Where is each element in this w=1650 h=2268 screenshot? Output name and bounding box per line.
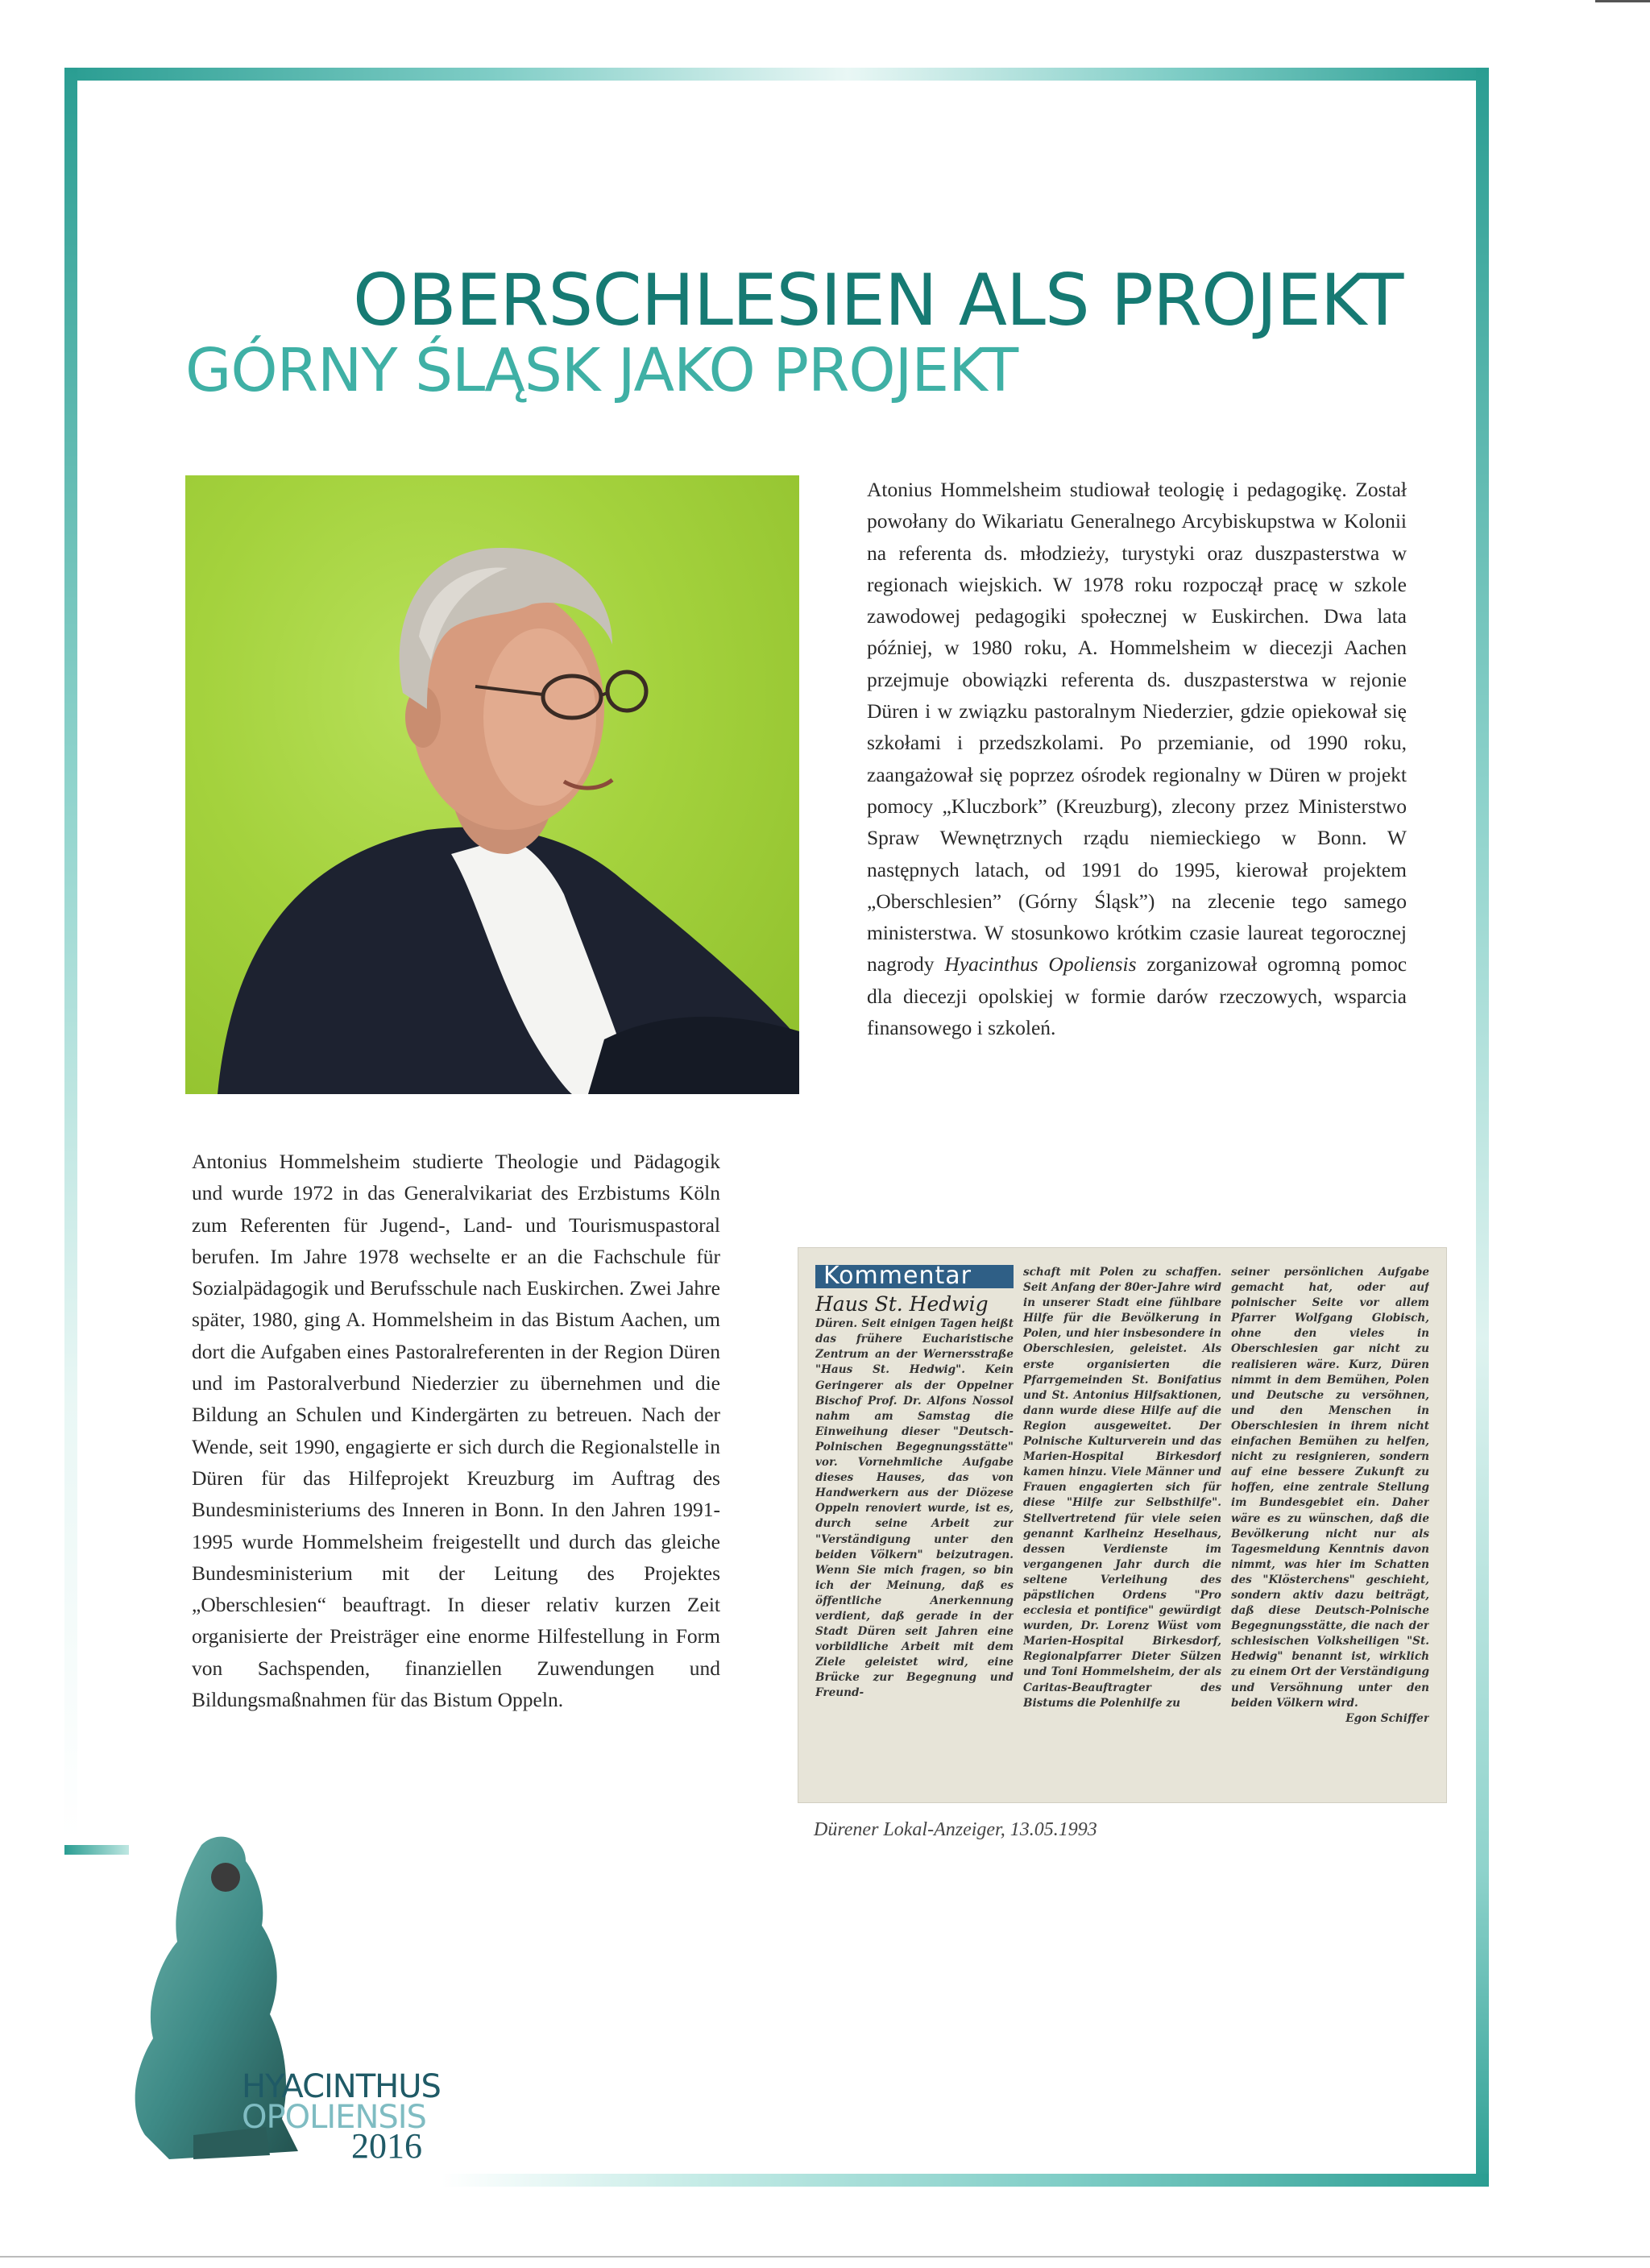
portrait-photo <box>185 475 799 1094</box>
title-german: OBERSCHLESIEN ALS PROJEKT <box>353 258 1403 342</box>
kommentar-badge: Kommentar <box>815 1265 1014 1288</box>
clipping-text-3: seiner persönlichen Aufgabe gemacht hat, oder auf polnischer Seite vor allem Pfarrer Wolfgang Globisch, ohne den vieles in Oberschlesien gar nicht zu realisieren wäre. Kurz, Düren nimmt in dem Bemühen, Polen und Deutsche zu versöhnen, und den Menschen in Oberschlesien in ihrem nicht einfachen Bemühen zu helfen, nicht zu resignieren, sondern auf eine bessere Zukunft zu hoffen, eine zentrale Stellung im Bundesgebiet ein. Daher wäre es zu wünschen, daß die Bevölkerung nicht nur als Tagesmeldung Kenntnis davon nimmt, was hier im Schatten des "Klösterchens" geschieht, sondern aktiv dazu beiträgt, daß diese Deutsch-Polnische Begegnungsstätte, die nach der schlesischen Volksheiligen "St. Hedwig" benannt ist, wirklich zu einem Ort der Verständigung und Versöhnung unter den beiden Völkern wird. <box>1231 1266 1429 1710</box>
clipping-column-3 <box>1231 1265 1429 1787</box>
award-name: Hyacinthus Opoliensis <box>944 952 1137 976</box>
clipping-caption: Dürener Lokal-Anzeiger, 13.05.1993 <box>814 1819 1097 1840</box>
polish-text-part1: Atonius Hommelsheim studiował teologię i pedagogikę. Został powołany do Wikariatu Generalnego Arcybiskupstwa w Kolonii na referenta ds. młodzieży, turystyki oraz duszpasterstwa w regionach wiejskich. W 1978 roku rozpoczął pracę w szkole zawodowej pedagogiki społecznej w Euskirchen. Dwa lata później, w 1980 roku, A. Hommelsheim w diecezji Aachen przejmuje obowiązki referenta ds. duszpasterstwa w rejonie Düren i w związku pastoralnym Niederzier, gdzie opiekował się szkołami i przedszkolami. Po przemianie, od 1990 roku, zaangażował się poprzez ośrodek regionalny w Düren w projekt pomocy „Kluczbork” (Kreuzburg), zlecony przez Ministerstwo Spraw Wewnętrznych rządu niemieckiego w Bonn. W następnych latach, od 1991 do 1995, kierował projektem „Oberschlesien” (Górny Śląsk”) na zlecenie tego samego ministerstwa. W stosunkowo krótkim czasie laureat tegorocznej nagrody <box>867 478 1407 976</box>
clipping-text-1: Düren. Seit einigen Tagen heißt das frühere Eucharistische Zentrum an der Wernersstraße "Haus St. Hedwig". Kein Geringerer als der Oppelner Bischof Prof. Dr. Alfons Nossol nahm am Samstag die Einweihung dieser "Deutsch-Polnischen Begegnungsstätte" vor. Vornehmliche Aufgabe dieses Hauses, das von Handwerkern aus der Diözese Oppeln renoviert wurde, ist es, durch seine Arbeit zur "Verständigung unter den beiden Völkern" beizutragen. Wenn Sie mich fragen, so bin ich der Meinung, daß es öffentliche Anerkennung verdient, daß gerade in der Stadt Düren seit Jahren eine vorbildliche Arbeit mit dem Ziele geleistet wird, eine Brücke zur Begegnung und Freund- <box>815 1317 1014 1700</box>
clipping-text-2: schaft mit Polen zu schaffen. Seit Anfang der 80er-Jahre wird in unserer Stadt eine fühlbare Hilfe für die Bevölkerung in Polen, und hier insbesondere in Oberschlesien, geleistet. Als erste organisierten die Pfarrgemeinden St. Bonifatius und St. Antonius Hilfsaktionen, dann wurde diese Hilfe auf die Region ausgeweitet. Der Polnische Kulturverein und das Marien-Hospital Birkesdorf kamen hinzu. Viele Männer und Frauen engagierten sich für diese "Hilfe zur Selbsthilfe". Stellvertretend für viele seien genannt Karlheinz Heselhaus, dessen Verdienste im vergangenen Jahr durch die seltene Verleihung des päpstlichen Ordens "Pro ecclesia et pontifice" gewürdigt wurden, Dr. Lorenz Wüst vom Marien-Hospital Birkesdorf, Regionalpfarrer Dieter Sülzen und Toni Hommelsheim, der als Caritas-Beauftragter des Bistums die Polenhilfe zu <box>1023 1266 1221 1710</box>
logo-year: 2016 <box>351 2126 422 2166</box>
clipping-column-1 <box>815 1265 1014 1787</box>
polish-biography <box>867 474 1407 1043</box>
frame-right-border <box>1476 68 1489 2187</box>
frame-top-border <box>64 68 1489 81</box>
newspaper-clipping <box>798 1247 1447 1803</box>
clipping-column-2 <box>1023 1265 1221 1787</box>
portrait-illustration <box>185 475 799 1094</box>
title-polish: GÓRNY ŚLĄSK JAKO PROJEKT <box>185 336 1018 406</box>
scan-edge-mark <box>1595 0 1650 2</box>
logo-text-hyacinthus: HYACINTHUS <box>242 2068 441 2105</box>
clipping-signature: Egon Schiffer <box>1345 1711 1429 1725</box>
logo-text-opoliensis: OPOLIENSIS <box>242 2099 426 2136</box>
frame-left-border <box>64 68 77 1840</box>
german-biography: Antonius Hommelsheim studierte Theologie und Pädagogik und wurde 1972 in das Generalvikariat des Erzbistums Köln zum Referenten für Jugend-, Land- und Tourismuspastoral berufen. Im Jahre 1978 wechselte er an die Fachschule für Sozialpädagogik und Berufsschule nach Euskirchen. Zwei Jahre später, 1980, ging A. Hommelsheim in das Bistum Aachen, um dort die Aufgaben eines Pastoralreferenten in der Region Düren und im Pastoralverbund Niederzier zu übernehmen und die Bildung an Schulen und Kindergärten zu betreuen. Nach der Wende, seit 1990, engagierte er sich durch die Regionalstelle in Düren für das Hilfeprojekt Kreuzburg im Auftrag des Bundesministeriums des Inneren in Bonn. In den Jahren 1991-1995 wurde Hommelsheim freigestellt und durch das gleiche Bundesministerium mit der Leitung des Projektes „Oberschlesien“ beauftragt. In dieser relativ kurzen Zeit organisierte der Preisträger eine enorme Hilfestellung in Form von Sachspenden, finanziellen Zuwendungen und Bildungsmaßnahmen für das Bistum Oppeln. <box>192 1150 720 1712</box>
frame-bottom-border <box>442 2174 1489 2187</box>
scan-bottom-edge <box>0 2256 1650 2258</box>
polish-text-part2: zorganizował ogromną pomoc dla diecezji opolskiej w formie darów rzeczowych, wsparcia finansowego i szkoleń. <box>867 952 1407 1040</box>
clipping-headline: Haus St. Hedwig <box>815 1292 989 1316</box>
